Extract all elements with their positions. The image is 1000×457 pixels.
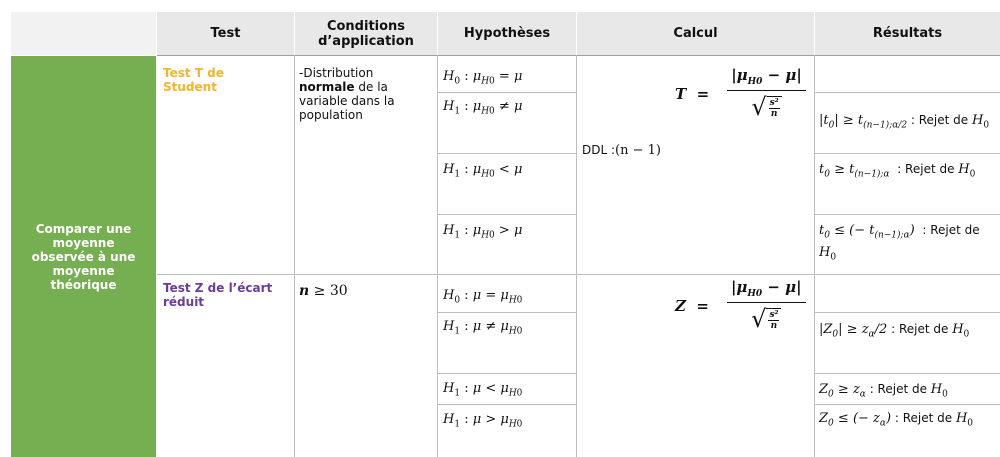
t-hyp-1: $H_1$ : $\mu_{H0} \ne \mu$ bbox=[443, 99, 523, 117]
sqrt-denominator: n bbox=[770, 320, 778, 331]
z-hyp-2: $H_1$ : $\mu < \mu_{H0}$ bbox=[443, 381, 523, 399]
grid-line bbox=[438, 404, 577, 405]
t-test-condition bbox=[299, 66, 431, 122]
grid-line bbox=[437, 55, 438, 457]
t-hyp-0: $H_0$ : $\mu_{H0} = \mu$ bbox=[443, 69, 523, 87]
header-resultats: Résultats bbox=[815, 12, 1000, 55]
z-test-condition: n ≥ 30 bbox=[299, 283, 348, 299]
z-formula-lhs: Z bbox=[675, 296, 686, 315]
z-test-name bbox=[163, 281, 272, 309]
t-formula: T = $|\mu_{H0} - \mu|$ √ $\frac{\text{s²}}{n}$ bbox=[675, 66, 806, 121]
grid-line bbox=[814, 55, 815, 457]
t-hyp-2: $H_1$ : $\mu_{H0} < \mu$ bbox=[443, 162, 523, 180]
t-formula-numerator: $|\mu_{H0} - \mu|$ bbox=[727, 66, 806, 91]
grid-line bbox=[438, 312, 577, 313]
grid-line bbox=[438, 214, 577, 215]
header-hypotheses: Hypothèses bbox=[438, 12, 576, 55]
grid-line bbox=[815, 92, 1000, 93]
t-test-name bbox=[163, 66, 224, 94]
header-calcul: Calcul bbox=[577, 12, 814, 55]
ddl-label: DDL : bbox=[582, 143, 616, 157]
z-formula: Z = $|\mu_{H0} - \mu|$ √ $\frac{\text{s²}}{n}$ bbox=[675, 278, 806, 333]
z-formula-numerator: $|\mu_{H0} - \mu|$ bbox=[727, 278, 806, 303]
grid-line bbox=[815, 312, 1000, 313]
z-test-name-line1: Test Z de l’écart bbox=[163, 281, 273, 295]
sqrt-numerator: s² bbox=[769, 309, 779, 320]
sqrt-denominator: n bbox=[770, 108, 778, 119]
z-hyp-0: $H_0$ : $\mu = \mu_{H0}$ bbox=[443, 288, 523, 306]
sqrt-icon: √ bbox=[751, 93, 767, 121]
t-formula-lhs: T bbox=[675, 84, 687, 103]
z-hyp-1: $H_1$ : $\mu \ne \mu_{H0}$ bbox=[443, 319, 523, 337]
z-res-1: $|Z_0| \ge z_\alpha/2$ : Rejet de $H_0$ bbox=[819, 322, 970, 340]
grid-line bbox=[157, 55, 1000, 56]
grid-line bbox=[815, 214, 1000, 215]
t-test-name-line2: Student bbox=[163, 80, 217, 94]
grid-line bbox=[157, 274, 1000, 275]
sqrt-icon: √ bbox=[751, 305, 767, 333]
grid-line bbox=[438, 153, 577, 154]
grid-line bbox=[815, 153, 1000, 154]
grid-line bbox=[438, 373, 577, 374]
ddl-value: (n − 1) bbox=[615, 143, 661, 158]
sqrt-numerator: s² bbox=[769, 97, 779, 108]
t-res-3: $t_0$ ≤ (− $t_{(n-1);\alpha}$) : Rejet de $H_0$ bbox=[819, 223, 980, 263]
grid-line bbox=[815, 404, 1000, 405]
condition-prefix: -Distribution bbox=[299, 66, 374, 80]
condition-suffix: de la variable dans la population bbox=[299, 80, 395, 122]
row-label-cell bbox=[11, 56, 156, 457]
header-test: Test bbox=[157, 12, 294, 55]
header-conditions-text: Conditions d’application bbox=[318, 18, 414, 49]
row-label: Comparer une moyenne observée à une moyenne théorique bbox=[31, 221, 136, 292]
grid-line bbox=[815, 373, 1000, 374]
ddl bbox=[582, 143, 661, 158]
grid-line bbox=[438, 92, 577, 93]
grid-line bbox=[576, 55, 577, 457]
header-conditions bbox=[295, 12, 437, 55]
z-res-2: $Z_0 \ge z_\alpha$ : Rejet de $H_0$ bbox=[819, 382, 948, 400]
t-hyp-3: $H_1$ : $\mu_{H0} > \mu$ bbox=[443, 223, 523, 241]
header-blank-cell bbox=[11, 12, 156, 55]
grid-line bbox=[294, 55, 295, 457]
t-res-2: $t_0 \ge t_{(n-1);\alpha}$ : Rejet de $H_0$ bbox=[819, 162, 976, 180]
t-res-1: $|t_0| \ge t_{(n-1);\alpha/2}$ : Rejet de $H_0$ bbox=[819, 113, 990, 131]
condition-bold: normale bbox=[299, 80, 355, 94]
z-res-3: $Z_0$ ≤ (− $z_\alpha$) : Rejet de $H_0$ bbox=[819, 411, 974, 429]
z-test-name-line2: réduit bbox=[163, 295, 205, 309]
z-hyp-3: $H_1$ : $\mu > \mu_{H0}$ bbox=[443, 412, 523, 430]
t-test-name-line1: Test T de bbox=[163, 66, 224, 80]
